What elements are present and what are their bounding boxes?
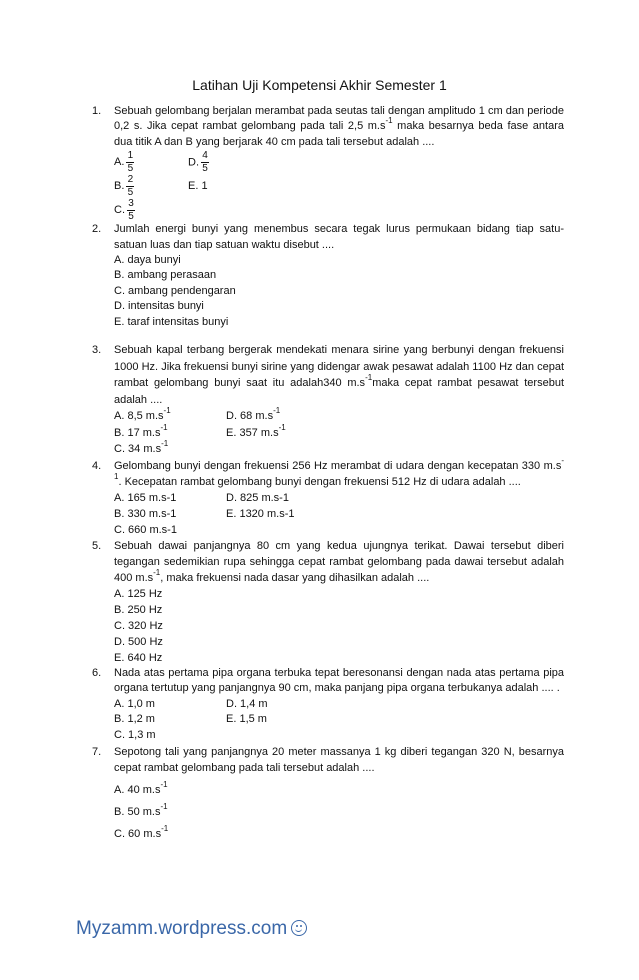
option-b: B. 330 m.s-1 [114, 507, 177, 520]
option-a: A. 1,0 m [114, 697, 155, 710]
options-row-c [114, 441, 564, 458]
options-row-ad [114, 490, 564, 506]
options-row-ad [114, 408, 564, 425]
option-d: D. intensitas bunyi [114, 300, 204, 313]
question-text: Sebuah gelombang berjalan merambat pada seutas tali dengan amplitudo 1 cm dan periode 0,2 s. Jika cepat rambat gelombang pada tali 2,5 $m.s^{-1}$ maka besarnya beda fase antara dua titik A dan B yang berjarak 40 cm pada tali tersebut adalah .... [114, 105, 564, 148]
option-b: B. 250 Hz [114, 603, 163, 616]
question-4 [92, 455, 564, 538]
option-c: C. 660 m.s-1 [114, 523, 177, 536]
option-c: C. 60 $m.s^{-1}$ [114, 823, 169, 840]
question-text: Gelombang bunyi dengan frekuensi 256 Hz merambat di udara dengan kecepatan 330 $m.s^{-1}$. Kecepatan rambat gelombang bunyi dengan frekuensi 512 Hz di udara adalah .... [114, 455, 564, 488]
options-row-be [114, 422, 564, 442]
option-e: E. 1 [188, 179, 208, 192]
option-a: A. daya bunyi [114, 254, 181, 267]
question-number: 7. [92, 745, 102, 758]
question-number: 4. [92, 459, 102, 472]
page-title: Latihan Uji Kompetensi Akhir Semester 1 [192, 77, 447, 93]
option-d: D. 68 $m.s^{-1}$ [226, 406, 281, 423]
footer-watermark [76, 918, 307, 940]
option-c: C. 34 $m.s^{-1}$ [114, 439, 169, 456]
smiley-icon [291, 920, 307, 936]
options-row-be [114, 174, 564, 198]
option-d: D. 1,4 m [226, 697, 268, 710]
option-a: A. 125 Hz [114, 587, 163, 600]
options-row-ad [114, 697, 564, 713]
question-3 [92, 342, 564, 458]
option-d: D. 825 m.s-1 [226, 491, 289, 504]
question-6 [92, 666, 564, 744]
question-1 [92, 104, 564, 222]
options-row-c [114, 522, 564, 538]
option-c: C. 320 Hz [114, 619, 163, 632]
option-e: E. 640 Hz [114, 651, 163, 664]
question-number: 2. [92, 223, 102, 236]
option-a: A. 8,5 $m.s^{-1}$ [114, 406, 171, 423]
option-c: C. ambang pendengaran [114, 284, 236, 297]
question-5 [92, 538, 564, 666]
options-row-c [114, 198, 564, 222]
question-number: 6. [92, 666, 102, 679]
options-row-c [114, 728, 564, 744]
question-text: Nada atas pertama pipa organa terbuka tepat beresonansi dengan nada atas pertama pipa organa tertutup yang panjangnya 90 cm, maka panjang pipa organa terbukanya adalah .... . [114, 666, 564, 695]
question-list [92, 104, 564, 842]
option-d: D. $\frac{4}{5}$ [188, 149, 208, 174]
question-text: Sebuah kapal terbang bergerak mendekati menara sirine yang berbunyi dengan frekuensi 1000 Hz. Jika frekuensi bunyi sirine yang didengar awak pesawat adalah 1100 Hz dan cepat rambat gelombang bunyi saat itu adalah340 $m.s^{-1}maka$ cepat rambat pesawat tersebut adalah .... [114, 344, 564, 406]
option-a: A. 165 m.s-1 [114, 491, 177, 504]
question-7 [92, 744, 564, 842]
option-b: B. $\frac{2}{5}$ [114, 173, 134, 198]
option-b: B. 17 $m.s^{-1}$ [114, 422, 168, 439]
question-number: 1. [92, 105, 102, 117]
question-text: Sebuah dawai panjangnya 80 cm yang kedua ujungnya terikat. Dawai tersebut diberi tegangan sedemikian rupa sehingga cepat rambat gelombang pada dawai tersebut adalah 400 $m.s^{-1}$, maka frekuensi nada dasar yang dihasilkan adalah .... [114, 539, 564, 584]
option-e: E. taraf intensitas bunyi [114, 315, 229, 328]
option-e: E. 357 $m.s^{-1}$ [226, 422, 286, 439]
option-a: A. $\frac{1}{5}$ [114, 149, 134, 174]
question-2 [92, 222, 564, 330]
option-a: A. 40 $m.s^{-1}$ [114, 779, 168, 796]
question-text: Sepotong tali yang panjangnya 20 meter massanya 1 kg diberi tegangan 320 N, besarnya cepat rambat gelombang pada tali tersebut adalah .... [114, 745, 564, 774]
option-d: D. 500 Hz [114, 635, 163, 648]
footer-site: Myzamm.wordpress.com [76, 918, 288, 939]
question-number: 3. [92, 344, 102, 357]
option-e: E. 1,5 m [226, 713, 267, 726]
options-row-ad [114, 150, 564, 174]
options-row-be [114, 506, 564, 522]
option-b: B. 1,2 m [114, 713, 155, 726]
question-text: Jumlah energi bunyi yang menembus secara tegak lurus permukaan bidang tiap satu-satuan luas dan tiap satuan waktu disebut .... [114, 223, 564, 251]
option-e: E. 1320 m.s-1 [226, 507, 295, 520]
options-row-be [114, 712, 564, 728]
option-b: B. ambang perasaan [114, 269, 217, 282]
question-number: 5. [92, 539, 102, 552]
option-c: C. $\frac{3}{5}$ [114, 197, 134, 222]
option-c: C. 1,3 m [114, 728, 156, 741]
option-b: B. 50 $m.s^{-1}$ [114, 801, 168, 818]
